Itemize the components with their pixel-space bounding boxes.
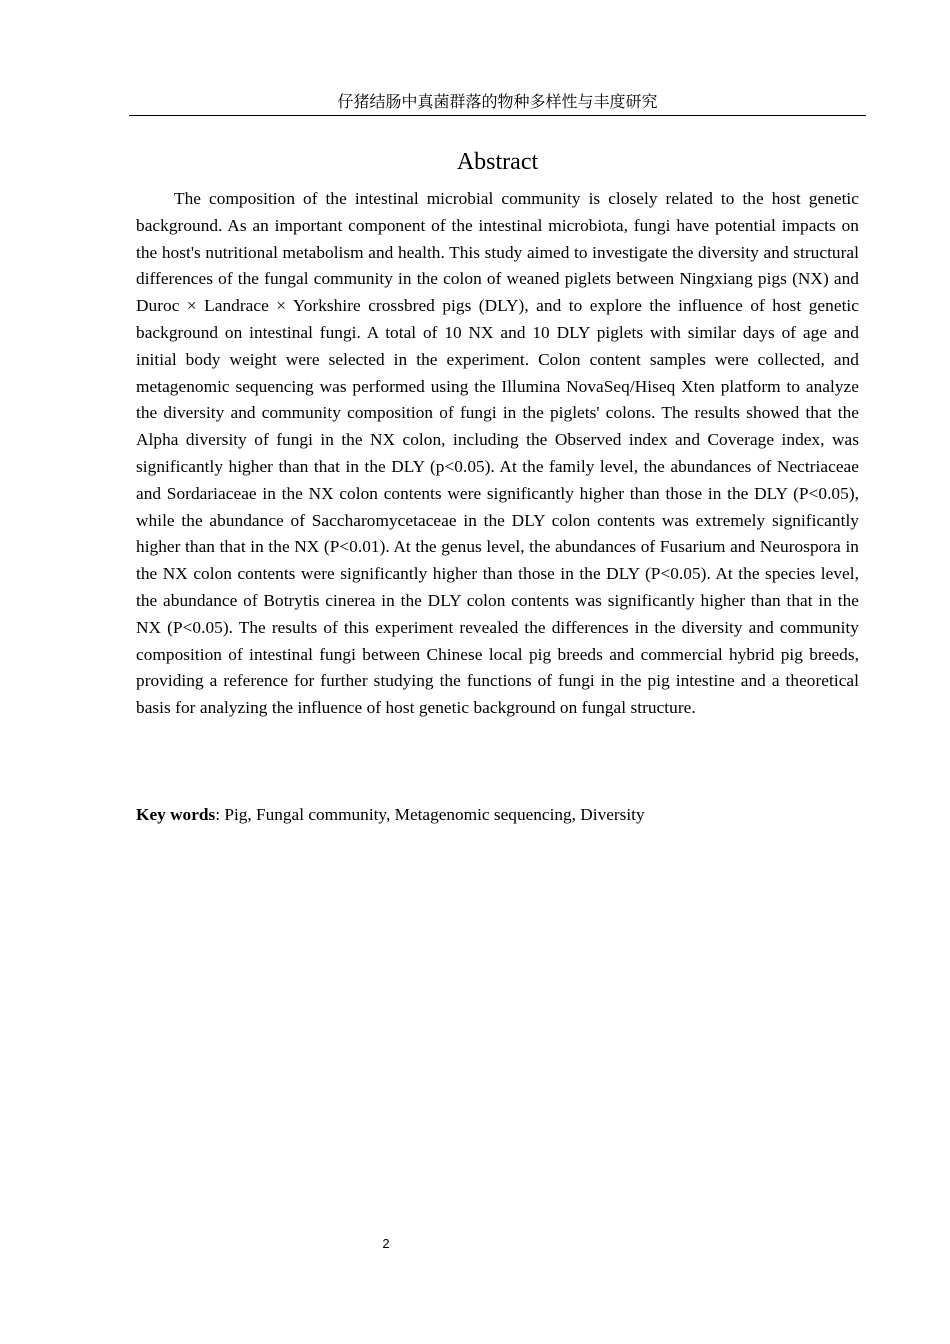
abstract-heading: Abstract (456, 149, 539, 175)
running-header-title: 仔猪结肠中真菌群落的物种多样性与丰度研究 (337, 92, 658, 111)
keywords-separator: : (215, 805, 225, 824)
page-number: 2 (382, 1236, 390, 1251)
header-divider (129, 115, 866, 116)
keywords-label: Key words (136, 805, 216, 824)
abstract-body-paragraph: The composition of the intestinal microbial community is closely related to the host genetic background. As an important component of the intestinal microbiota, fungi have potential impacts on the host's nutritional metabolism and health. This study aimed to investigate the diversity and structural differences of the fungal community in the colon of weaned piglets between Ningxiang pigs (NX) and Duroc × Landrace × Yorkshire crossbred pigs (DLY), and to explore the influence of host genetic background on intestinal fungi. A total of 10 NX and 10 DLY piglets with similar days of age and initial body weight were selected in the experiment. Colon content samples were collected, and metagenomic sequencing was performed using the Illumina NovaSeq/Hiseq Xten platform to analyze the diversity and community composition of fungi in the piglets' colons. The results showed that the Alpha diversity of fungi in the NX colon, including the Observed index and Coverage index, was significantly higher than that in the DLY (p<0.05). At the family level, the abundances of Nectriaceae and Sordariaceae in the NX colon contents were significantly higher than those in the DLY (P<0.05), while the abundance of Saccharomycetaceae in the DLY colon contents was extremely significantly higher than that in the NX (P<0.01). At the genus level, the abundances of Fusarium and Neurospora in the NX colon contents were significantly higher than those in the DLY (P<0.05). At the species level, the abundance of Botrytis cinerea in the DLY colon contents was significantly higher than that in the NX (P<0.05). The results of this experiment revealed the differences in the diversity and community composition of intestinal fungi between Chinese local pig breeds and commercial hybrid pig breeds, providing a reference for further studying the functions of fungi in the pig intestine and a theoretical basis for analyzing the influence of host genetic background on fungal structure. (136, 189, 859, 718)
keywords-line (136, 802, 859, 829)
keywords-terms: Pig, Fungal community, Metagenomic sequencing, Diversity (224, 805, 645, 824)
